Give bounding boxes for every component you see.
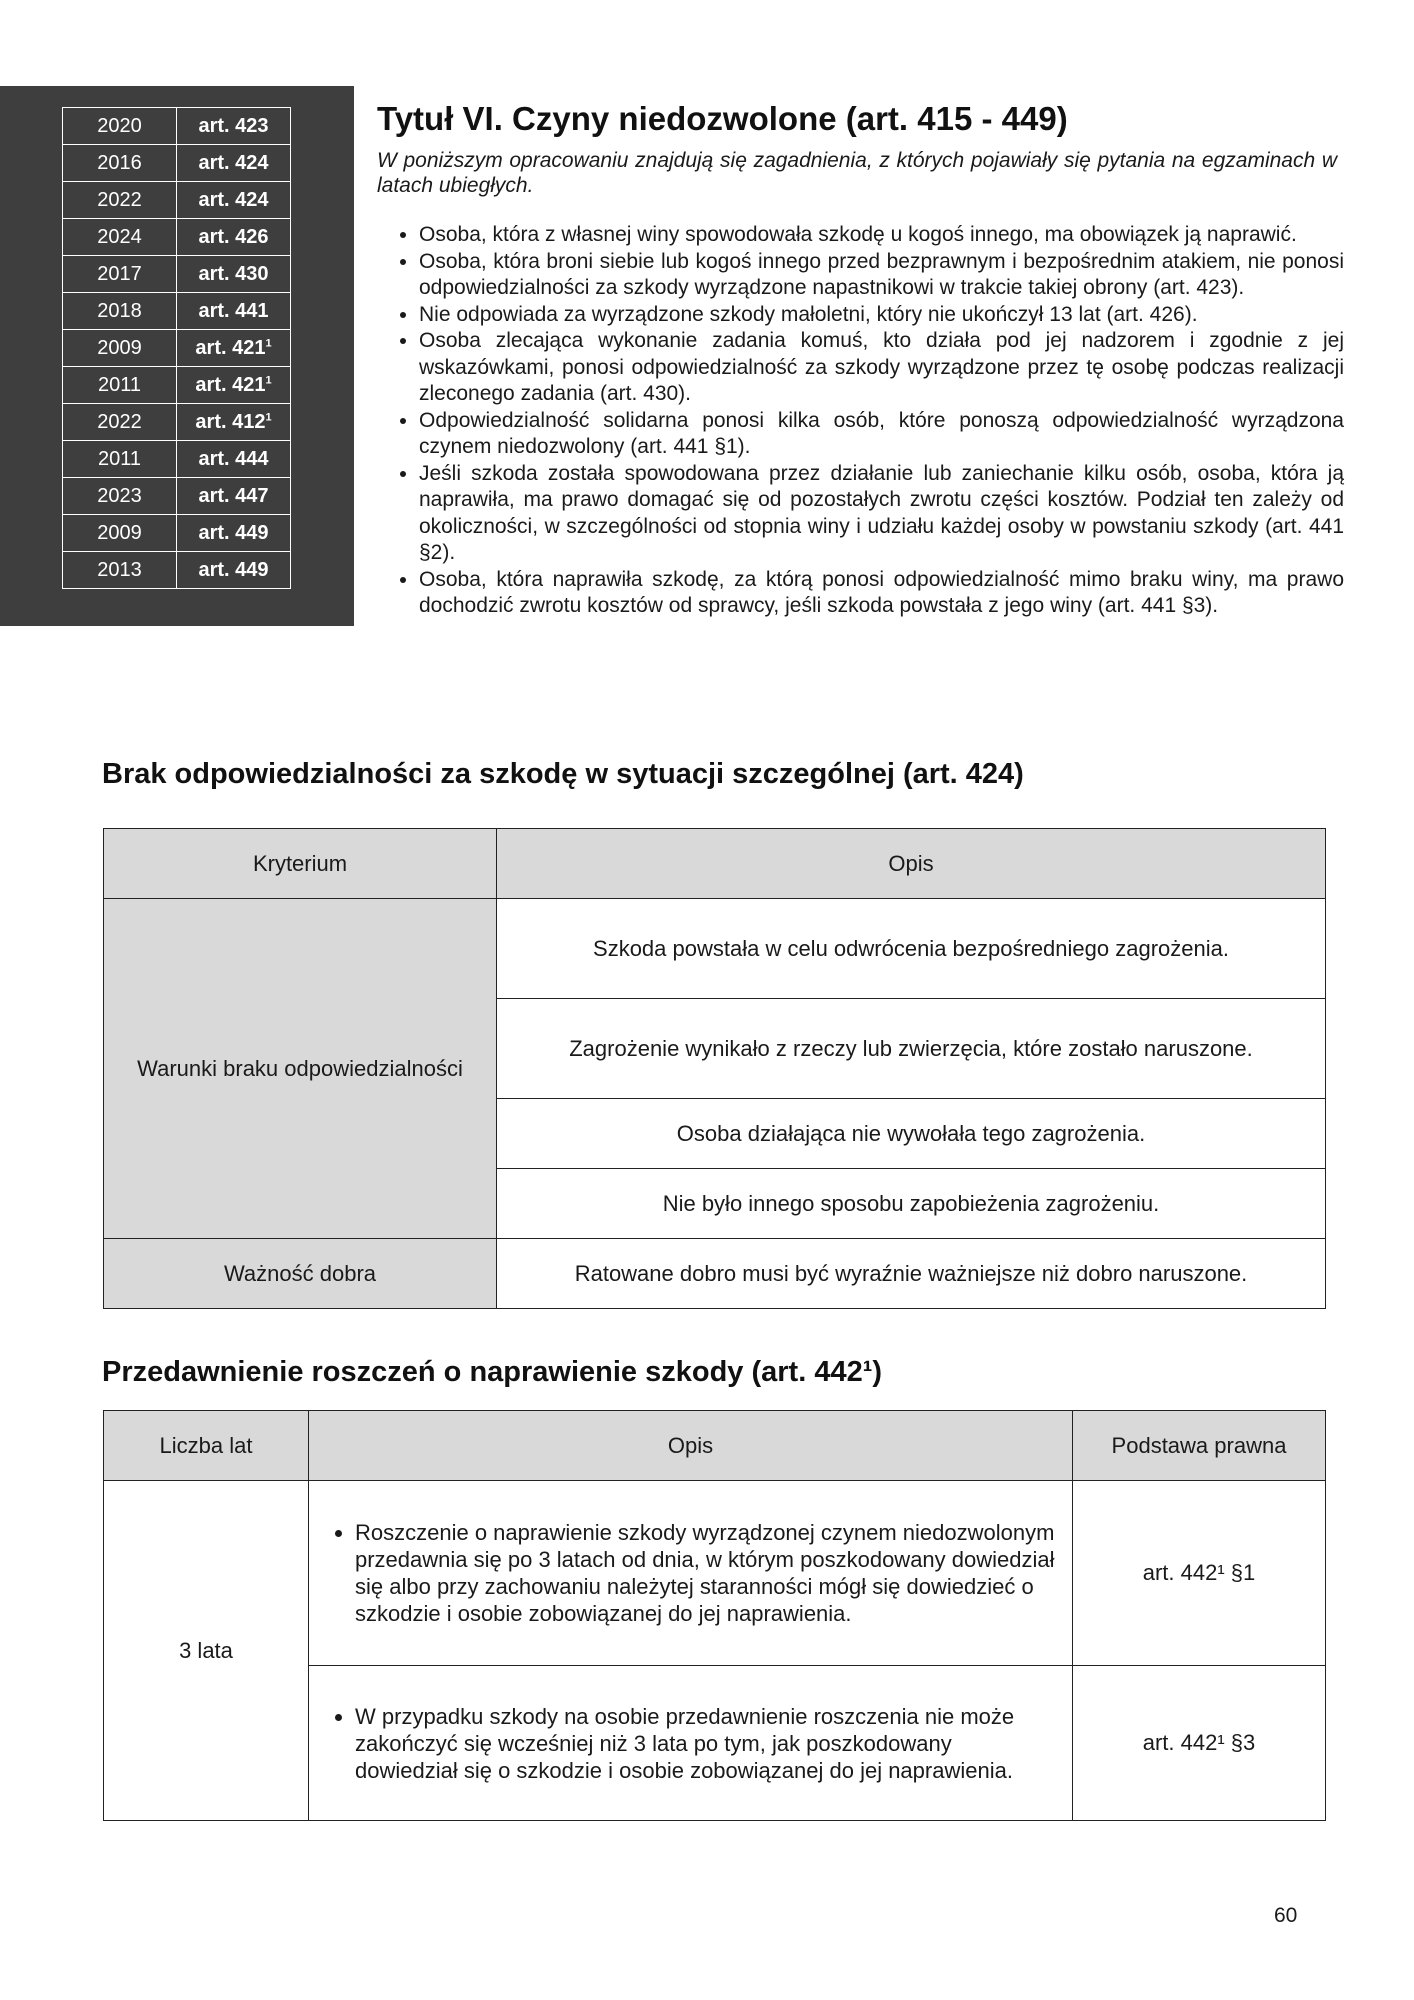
table-row — [63, 293, 291, 330]
article-cell: art. $421^1$ — [177, 330, 291, 367]
article-cell: art. $412^1$ — [177, 404, 291, 441]
table-row — [63, 330, 291, 367]
list-item: • Osoba, która naprawiła szkodę, za którą ponosi odpowiedzialność mimo braku winy, ma prawo dochodzić zwrotu kosztów od sprawcy, jeśli szkoda powstała z jego winy (art. 441 §3). — [419, 567, 1344, 620]
article-cell: art. 441 — [177, 293, 291, 330]
header-kryterium: Kryterium — [104, 829, 497, 899]
opis-cell — [309, 1481, 1073, 1666]
summary-list — [377, 222, 1344, 620]
year-cell: 2013 — [63, 552, 177, 589]
table-row — [104, 1239, 1326, 1309]
table-row — [63, 145, 291, 182]
article-cell: art. 426 — [177, 219, 291, 256]
list-item: • W przypadku szkody na osobie przedawnienie roszczenia nie może zakończyć się wcześniej niż 3 lata po tym, jak poszkodowany dowiedział się o szkodzie i osobie zobowiązanej do jej naprawienia. — [355, 1703, 1060, 1784]
warunek-cell: Szkoda powstała w celu odwrócenia bezpośredniego zagrożenia. — [497, 899, 1326, 999]
page-title: Tytuł VI. Czyny niedozwolone (art. 415 - 449) — [377, 100, 1068, 137]
liability-table — [103, 828, 1326, 1309]
article-cell: art. 444 — [177, 441, 291, 478]
table-row — [63, 441, 291, 478]
table-row — [63, 552, 291, 589]
list-item: • Jeśli szkoda została spowodowana przez działanie lub zaniechanie kilku osób, osoba, która ją naprawiła, ma prawo domagać się od pozostałych zwrotu części kosztów. Podział ten zależy od okoliczności, w szczególności od stopnia winy i udziału każdej osoby w powstaniu szkody (art. 441 §2). — [419, 461, 1344, 567]
table-row — [63, 182, 291, 219]
table-header-row — [104, 829, 1326, 899]
article-cell: art. 424 — [177, 145, 291, 182]
year-cell: 2011 — [63, 441, 177, 478]
header-podstawa: Podstawa prawna — [1073, 1411, 1326, 1481]
article-cell: art. 430 — [177, 256, 291, 293]
limitation-table — [103, 1410, 1326, 1821]
table-row — [63, 367, 291, 404]
article-cell: art. 449 — [177, 515, 291, 552]
list-item: • Osoba, która broni siebie lub kogoś innego przed bezprawnym i bezpośrednim atakiem, nie ponosi odpowiedzialności za szkody wyrządzone napastnikowi w trakcie takiej obrony (art. 423). — [419, 249, 1344, 302]
list-item: • Roszczenie o naprawienie szkody wyrządzonej czynem niedozwolonym przedawnia się po 3 latach od dnia, w którym poszkodowany dowiedział się albo przy zachowaniu należytej staranności mógł się dowiedzieć o szkodzie i osobie zobowiązanej do jej naprawienia. — [355, 1519, 1060, 1627]
table-row — [104, 1481, 1326, 1666]
table-header-row — [104, 1411, 1326, 1481]
section-heading-art-424: Brak odpowiedzialności za szkodę w sytuacji szczególnej (art. 424) — [102, 758, 1024, 790]
list-item: • Osoba zlecająca wykonanie zadania komuś, kto działa pod jej nadzorem i zgodnie z jej wskazówkami, ponosi odpowiedzialność za szkody wyrządzone przez tę osobę podczas realizacji zleconego zadania (art. 430). — [419, 328, 1344, 408]
table-row — [63, 515, 291, 552]
warunki-label-cell: Warunki braku odpowiedzialności — [104, 899, 497, 1239]
exam-years-table — [62, 107, 291, 589]
year-cell: 2018 — [63, 293, 177, 330]
list-item: • Odpowiedzialność solidarna ponosi kilka osób, które ponoszą odpowiedzialność wyrządzona czynem niedozwolony (art. 441 §1). — [419, 408, 1344, 461]
article-cell: art. 447 — [177, 478, 291, 515]
section-heading-art-442: Przedawnienie roszczeń o naprawienie szkody (art. 442¹) — [102, 1356, 883, 1388]
liczba-lat-cell: 3 lata — [104, 1481, 309, 1821]
year-cell: 2011 — [63, 367, 177, 404]
article-cell: art. 449 — [177, 552, 291, 589]
year-cell: 2023 — [63, 478, 177, 515]
year-cell: 2024 — [63, 219, 177, 256]
warunek-cell: Zagrożenie wynikało z rzeczy lub zwierzęcia, które zostało naruszone. — [497, 999, 1326, 1099]
opis-cell — [309, 1666, 1073, 1821]
table-row — [63, 256, 291, 293]
waznosc-opis-cell: Ratowane dobro musi być wyraźnie ważniejsze niż dobro naruszone. — [497, 1239, 1326, 1309]
table-row — [63, 219, 291, 256]
table-row — [104, 899, 1326, 999]
year-cell: 2016 — [63, 145, 177, 182]
list-item: • Osoba, która z własnej winy spowodowała szkodę u kogoś innego, ma obowiązek ją naprawić. — [419, 222, 1344, 249]
podstawa-cell: art. 442¹ §3 — [1073, 1666, 1326, 1821]
page-number: 60 — [1274, 1904, 1298, 1927]
list-item: • Nie odpowiada za wyrządzone szkody małoletni, który nie ukończył 13 lat (art. 426). — [419, 302, 1344, 329]
header-opis: Opis — [497, 829, 1326, 899]
intro-text: W poniższym opracowaniu znajdują się zagadnienia, z których pojawiały się pytania na egzaminach w latach ubiegłych. — [377, 149, 1337, 197]
warunek-cell: Osoba działająca nie wywołała tego zagrożenia. — [497, 1099, 1326, 1169]
year-cell: 2020 — [63, 108, 177, 145]
warunek-cell: Nie było innego sposobu zapobieżenia zagrożeniu. — [497, 1169, 1326, 1239]
year-cell: 2022 — [63, 404, 177, 441]
header-liczba-lat: Liczba lat — [104, 1411, 309, 1481]
year-cell: 2017 — [63, 256, 177, 293]
table-row — [63, 108, 291, 145]
article-cell: art. 424 — [177, 182, 291, 219]
header-opis: Opis — [309, 1411, 1073, 1481]
year-cell: 2022 — [63, 182, 177, 219]
article-cell: art. $421^1$ — [177, 367, 291, 404]
waznosc-label-cell: Ważność dobra — [104, 1239, 497, 1309]
year-cell: 2009 — [63, 515, 177, 552]
article-cell: art. 423 — [177, 108, 291, 145]
table-row — [63, 478, 291, 515]
year-cell: 2009 — [63, 330, 177, 367]
table-row — [63, 404, 291, 441]
podstawa-cell: art. 442¹ §1 — [1073, 1481, 1326, 1666]
